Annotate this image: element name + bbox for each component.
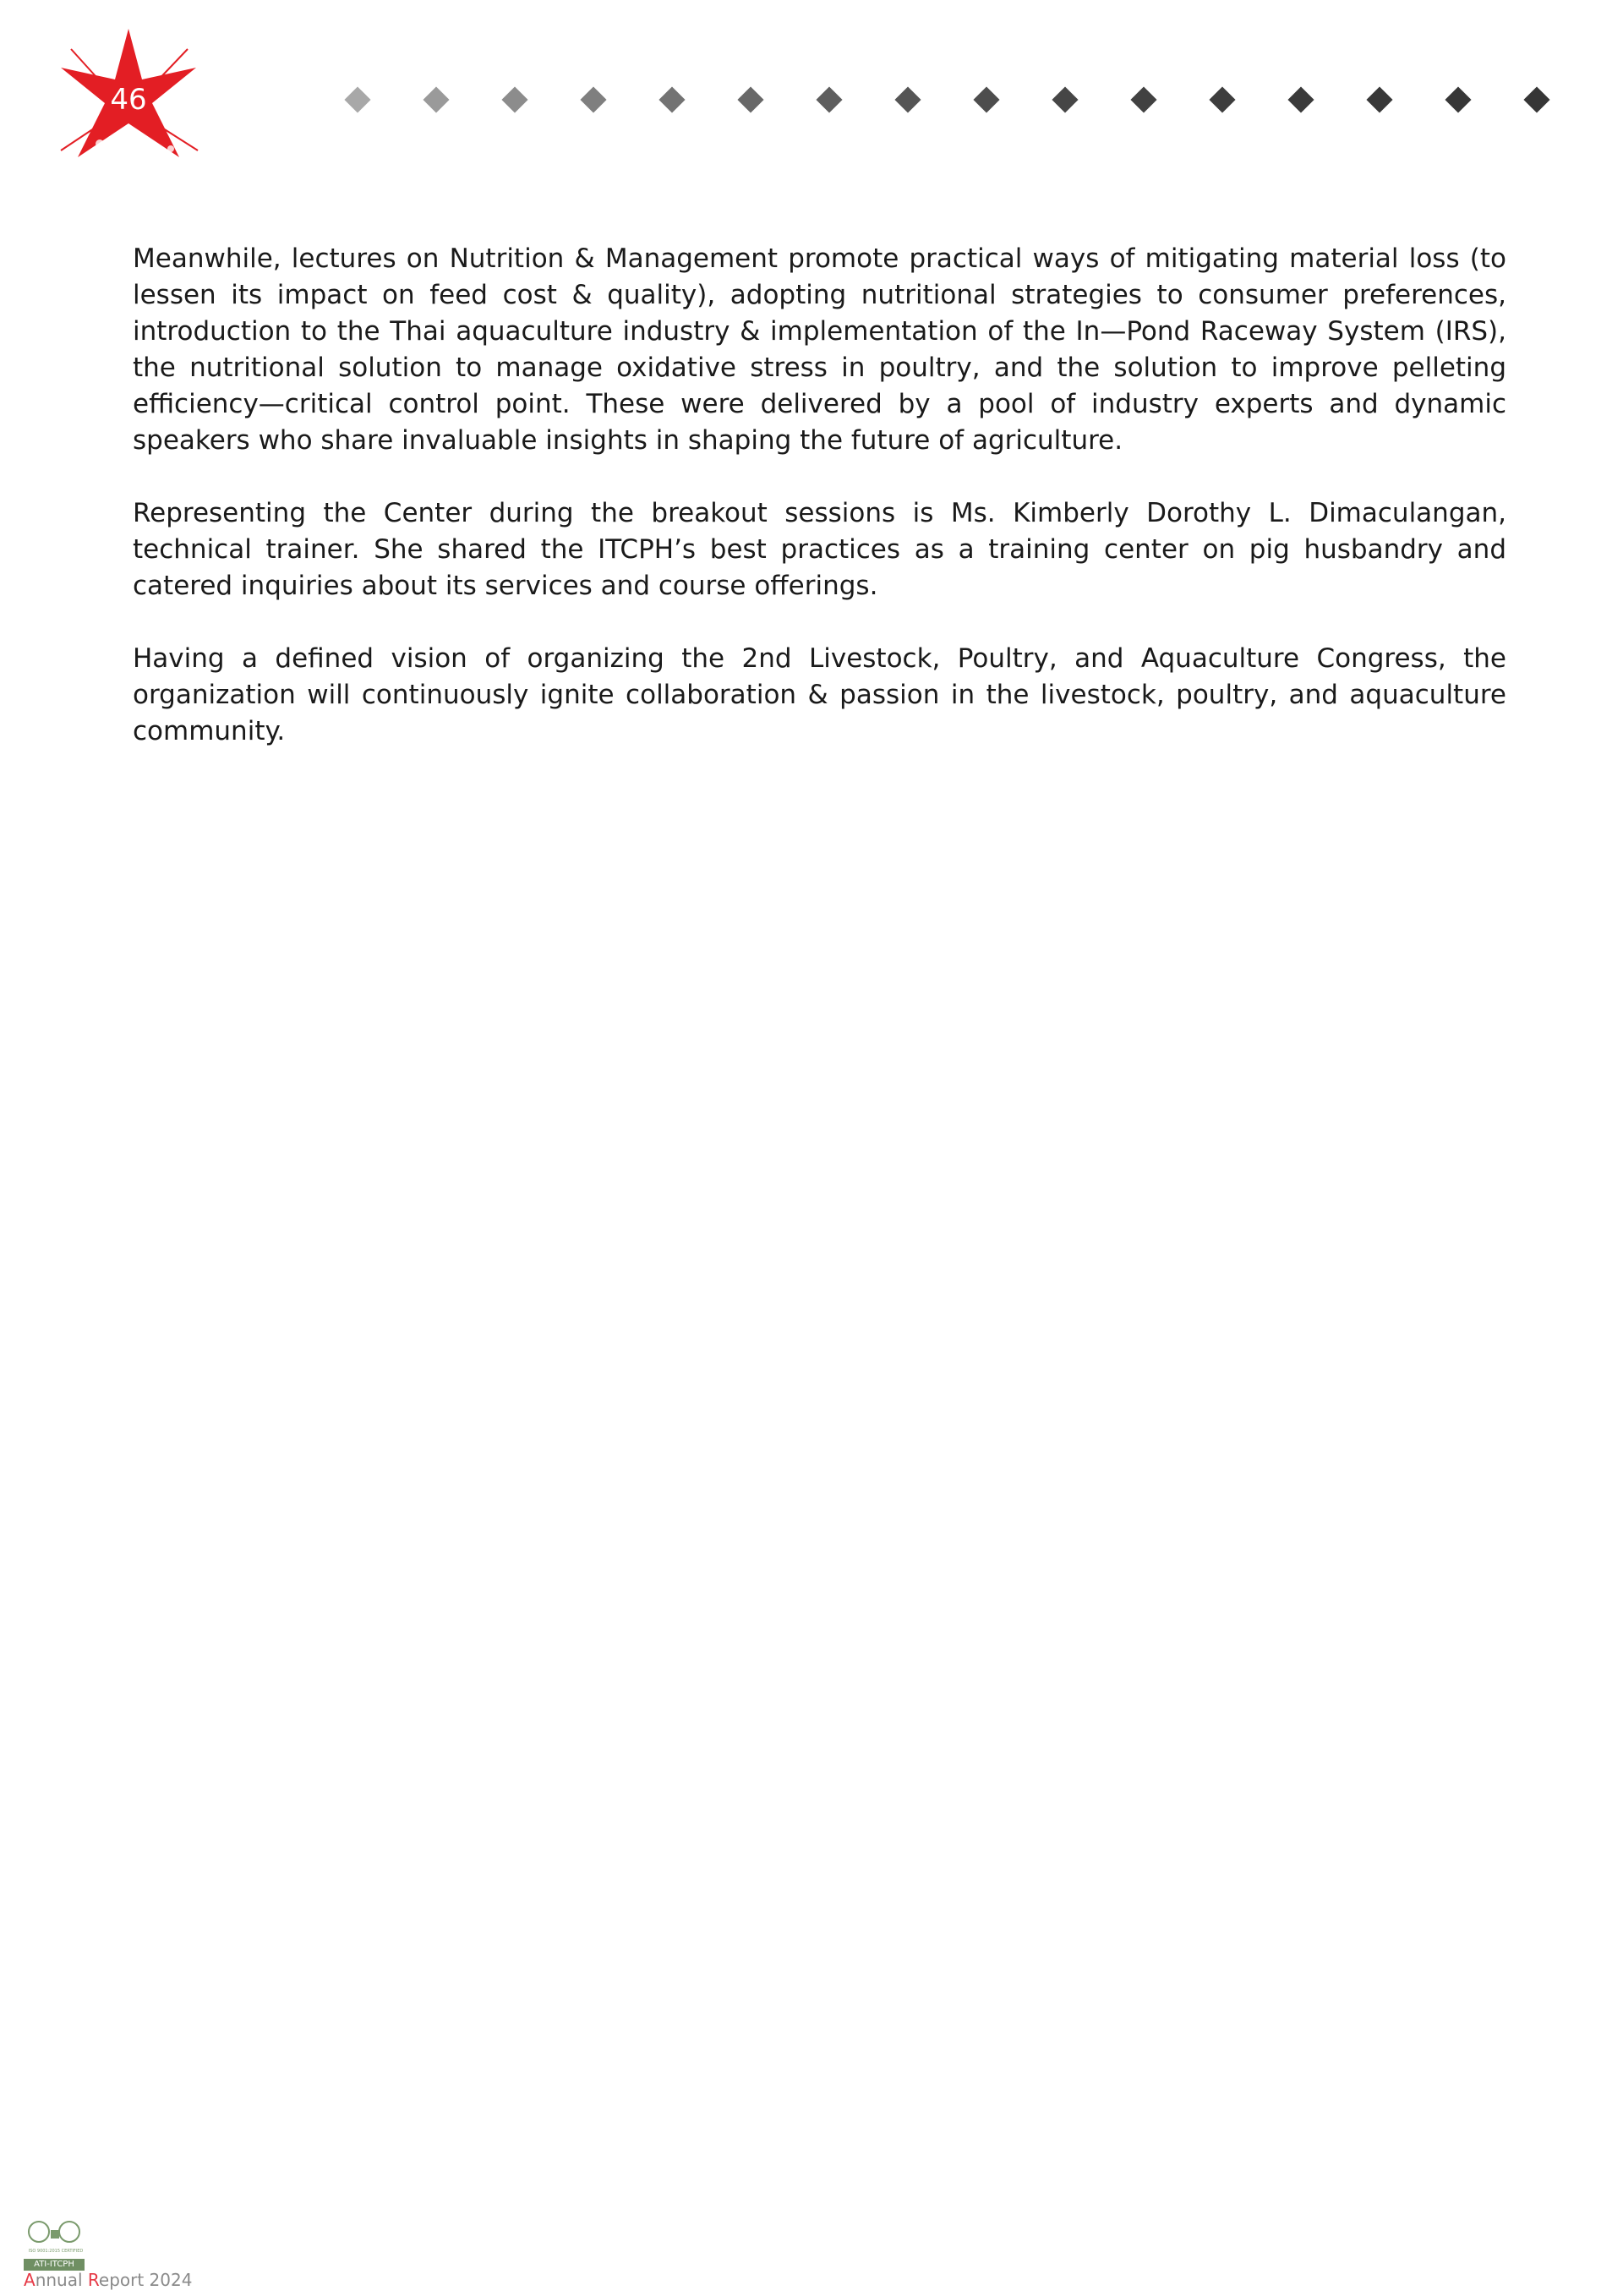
page-number: 46 bbox=[110, 83, 147, 117]
diamond-icon bbox=[658, 86, 685, 112]
diamond-icon bbox=[1052, 86, 1078, 112]
diamond-icon bbox=[894, 86, 921, 112]
main-content bbox=[133, 241, 1506, 786]
header-diamond-row bbox=[348, 84, 1566, 116]
report-title-part-2: eport 2024 bbox=[98, 2270, 193, 2290]
diamond-icon bbox=[580, 86, 606, 112]
footer bbox=[24, 2218, 243, 2290]
diamond-icon bbox=[1445, 86, 1471, 112]
paragraph-2: Representing the Center during the breakout sessions is Ms. Kimberly Dorothy L. Dimaculangan, technical trainer. She shared the ITCPH’s best practices as a training center on pig husbandry and catered inquiries about its services and course offerings. bbox=[133, 498, 1506, 601]
diamond-icon bbox=[1523, 86, 1549, 112]
diamond-icon bbox=[1130, 86, 1156, 112]
report-title-letter-a: A bbox=[24, 2270, 36, 2290]
report-title-part-1: nnual bbox=[35, 2270, 88, 2290]
footer-logos bbox=[24, 2218, 88, 2255]
diamond-icon bbox=[1366, 86, 1392, 112]
paragraph-3: Having a defined vision of organizing the 2nd Livestock, Poultry, and Aquaculture Congress, the organization will continuously ignite collaboration & passion in the livestock, poultry, and aquaculture community. bbox=[133, 643, 1506, 746]
org-badge: ATI-ITCPH bbox=[24, 2259, 85, 2271]
diamond-icon bbox=[737, 86, 763, 112]
iso-certification-logo bbox=[24, 2218, 88, 2255]
diamond-icon bbox=[1287, 86, 1314, 112]
diamond-icon bbox=[1209, 86, 1235, 112]
diamond-icon bbox=[501, 86, 527, 112]
diamond-icon bbox=[816, 86, 842, 112]
diamond-icon bbox=[344, 86, 370, 112]
diamond-icon bbox=[423, 86, 449, 112]
report-title-letter-r: R bbox=[87, 2270, 99, 2290]
diamond-icon bbox=[973, 86, 999, 112]
svg-text:ISO 9001:2015 CERTIFIED: ISO 9001:2015 CERTIFIED bbox=[28, 2249, 84, 2254]
page-number-badge bbox=[52, 24, 205, 176]
paragraph-1: Meanwhile, lectures on Nutrition & Management promote practical ways of mitigating material loss (to lessen its impact on feed cost & quality), adopting nutritional strategies to consumer preferences, introduction to the Thai aquaculture industry & implementation of the In—Pond Raceway System (IRS), the nutritional solution to manage oxidative stress in poultry, and the solution to improve pelleting efficiency—critical control point. These were delivered by a pool of industry experts and dynamic speakers who share invaluable insights in shaping the future of agriculture. bbox=[133, 243, 1506, 456]
report-title bbox=[24, 2271, 192, 2289]
